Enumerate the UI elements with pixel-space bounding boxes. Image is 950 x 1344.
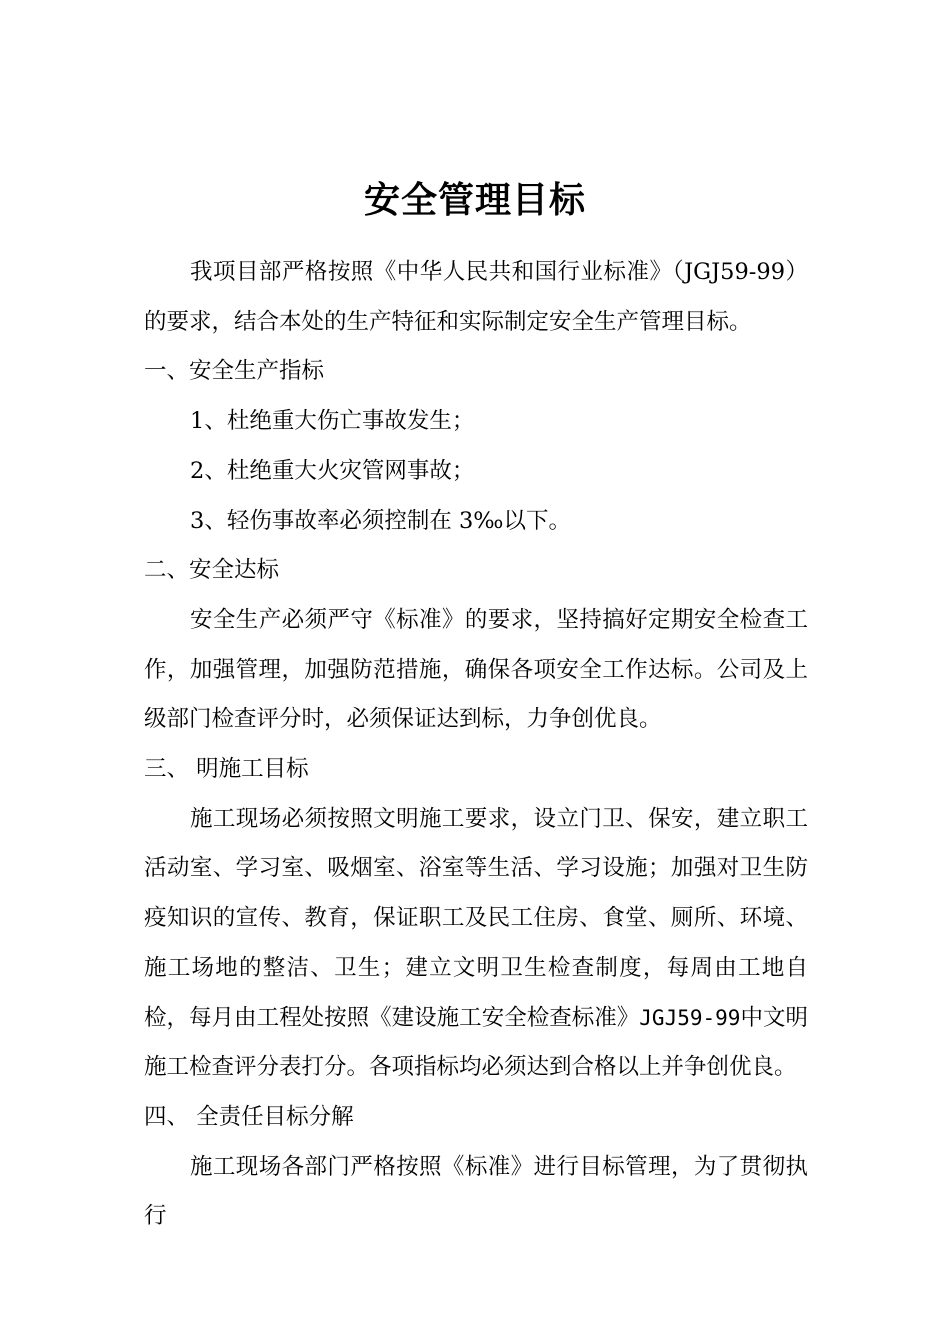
section-paragraph-4: 施工现场各部门严格按照《标准》进行目标管理，为了贯彻执行 <box>144 1153 808 1230</box>
intro-paragraph: 我项目部严格按照《中华人民共和国行业标准》（JGJ59-99）的要求，结合本处的生产特征和实际制定安全生产管理目标。 <box>144 259 808 335</box>
section-paragraph-3-part2: 中文明施工检查评分表打分。各项指标均必须达到合格以上并争创优良。 <box>144 1004 808 1081</box>
section-heading-4: 四、 全责任目标分解 <box>144 1103 354 1130</box>
document-title: 安全管理目标 <box>363 179 586 221</box>
section-paragraph-3-part1: 施工现场必须按照文明施工要求，设立门卫、保安，建立职工活动室、学习室、吸烟室、浴室等生活、学习设施；加强对卫生防疫知识的宣传、教育，保证职工及民工住房、食堂、厕所、环境、施工场地的整洁、卫生；建立文明卫生检查制度，每周由工地自检，每月由工程处按照《建设施工安全检查标准》 <box>144 805 808 1031</box>
section-paragraph-2: 安全生产必须严守《标准》的要求，坚持搞好定期安全检查工作，加强管理，加强防范措施，确保各项安全工作达标。公司及上级部门检查评分时，必须保证达到标，力争创优良。 <box>144 606 808 733</box>
standard-code: JGJ59-99 <box>639 1005 741 1030</box>
section-paragraph-3 <box>144 795 808 1093</box>
section-heading-2: 二、安全达标 <box>144 557 280 584</box>
document-body <box>144 248 808 1242</box>
list-item-1: 1、杜绝重大伤亡事故发生； <box>190 408 475 435</box>
section-heading-1: 一、安全生产指标 <box>144 358 325 385</box>
list-item-2: 2、杜绝重大火灾管网事故； <box>190 457 475 484</box>
list-item-3: 3、轻伤事故率必须控制在 3‰以下。 <box>190 507 571 534</box>
section-heading-3: 三、 明施工目标 <box>144 756 309 783</box>
